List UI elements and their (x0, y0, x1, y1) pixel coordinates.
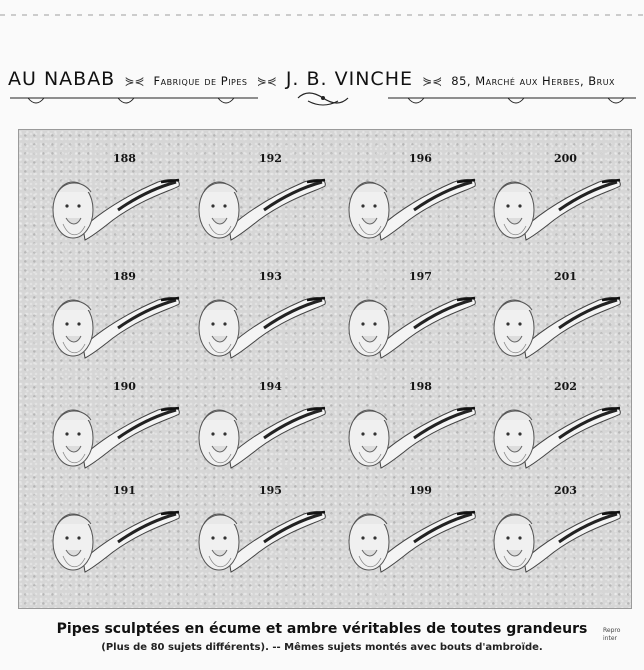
pipe-number: 199 (409, 484, 432, 497)
pipe-item (474, 368, 624, 486)
pipe-item (329, 472, 479, 590)
carved-pipe-illustration (329, 140, 479, 258)
pipe-number: 193 (259, 270, 282, 283)
pipe-item (179, 472, 329, 590)
repro-note-line: inter (603, 635, 617, 642)
pipe-item (33, 368, 183, 486)
caption-title: Pipes sculptées en écume et ambre véritables de toutes grandeurs (56, 621, 588, 637)
repro-note-line: Repro (603, 627, 621, 634)
shop-address: 85, Marché aux Herbes, Brux (451, 74, 616, 88)
pipe-number: 202 (554, 380, 577, 393)
pipe-item (474, 258, 624, 376)
carved-pipe-illustration (474, 140, 624, 258)
ornament-separator: ⋟⋞ (422, 74, 443, 88)
carved-pipe-illustration (329, 258, 479, 376)
pipe-item (179, 140, 329, 258)
carved-pipe-illustration (474, 472, 624, 590)
pipe-number: 191 (113, 484, 136, 497)
carved-pipe-illustration (179, 258, 329, 376)
pipe-item (329, 140, 479, 258)
pipe-item (474, 472, 624, 590)
reproduction-note (603, 627, 643, 643)
top-print-noise (0, 14, 644, 16)
pipe-number: 198 (409, 380, 432, 393)
carved-pipe-illustration (329, 368, 479, 486)
pipe-number: 190 (113, 380, 136, 393)
pipe-number: 200 (554, 152, 577, 165)
pipe-item (179, 368, 329, 486)
pipe-number: 201 (554, 270, 577, 283)
carved-pipe-illustration (179, 368, 329, 486)
carved-pipe-illustration (179, 472, 329, 590)
carved-pipe-illustration (474, 368, 624, 486)
pipe-item (329, 368, 479, 486)
factory-label: Fabrique de Pipes (153, 74, 248, 88)
pipe-item (474, 140, 624, 258)
pipe-number: 203 (554, 484, 577, 497)
caption-subtitle: (Plus de 80 sujets différents). -- Mêmes sujets montés avec bouts d'ambroïde. (101, 642, 543, 653)
shop-name: AU NABAB (8, 68, 116, 90)
pipe-item (33, 472, 183, 590)
carved-pipe-illustration (33, 258, 183, 376)
decorative-rule (8, 92, 638, 108)
pipe-number: 192 (259, 152, 282, 165)
letterhead (8, 68, 644, 94)
pipe-number: 195 (259, 484, 282, 497)
pipe-item (329, 258, 479, 376)
ornament-separator: ⋟⋞ (124, 74, 145, 88)
carved-pipe-illustration (33, 368, 183, 486)
pipe-item (33, 140, 183, 258)
pipe-item (179, 258, 329, 376)
pipe-number: 196 (409, 152, 432, 165)
carved-pipe-illustration (474, 258, 624, 376)
pipe-number: 197 (409, 270, 432, 283)
pipe-number: 188 (113, 152, 136, 165)
pipe-item (33, 258, 183, 376)
carved-pipe-illustration (329, 472, 479, 590)
carved-pipe-illustration (33, 140, 183, 258)
pipe-number: 194 (259, 380, 282, 393)
pipe-catalog-plate (18, 129, 632, 609)
pipe-number: 189 (113, 270, 136, 283)
proprietor-name: J. B. VINCHE (285, 68, 413, 90)
carved-pipe-illustration (33, 472, 183, 590)
ornament-separator: ⋟⋞ (256, 74, 277, 88)
carved-pipe-illustration (179, 140, 329, 258)
